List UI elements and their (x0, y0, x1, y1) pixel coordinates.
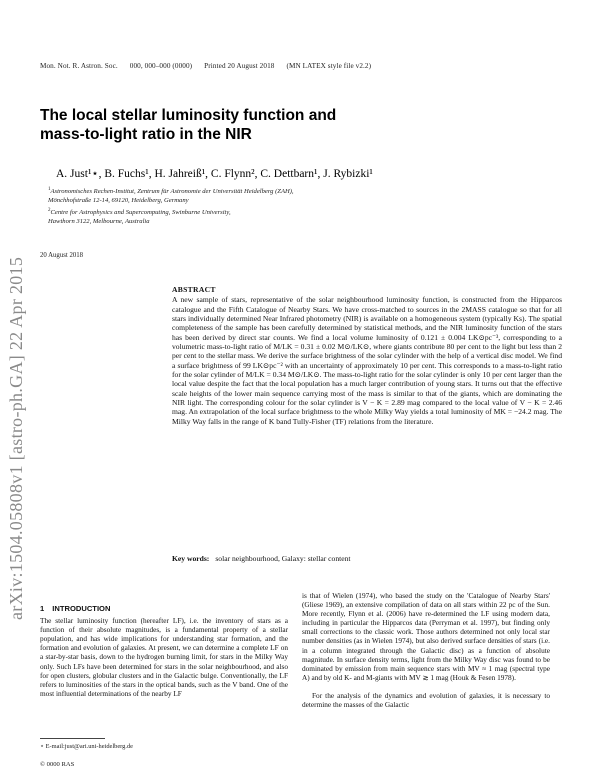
affiliations (48, 185, 294, 227)
affiliation-line: $^1$Astronomisches Rechen-Institut, Zentrum für Astronomie der Universität Heidelberg (ZAH), (48, 187, 294, 196)
section-number: 1 (40, 604, 45, 613)
printed-date: Printed 20 August 2018 (204, 62, 275, 70)
affiliation-line: Mönchhofstraße 12-14, 69120, Heidelberg, Germany (48, 197, 189, 205)
footnote-email: ⋆ E-mail:just@ari.uni-heidelberg.de (40, 743, 133, 750)
journal-name: Mon. Not. R. Astron. Soc. (40, 62, 118, 70)
abstract-heading: ABSTRACT (172, 285, 216, 294)
intro-left-column (40, 604, 288, 698)
intro-paragraph: For the analysis of the dynamics and evolution of galaxies, it is necessary to determine the masses of the Galactic (302, 690, 550, 710)
paper-title: The local stellar luminosity function and mass-to-light ratio in the NIR (40, 107, 337, 143)
section-title: INTRODUCTION (52, 604, 111, 613)
section-heading (40, 604, 288, 613)
keywords-text: solar neighbourhood, Galaxy: stellar content (215, 554, 351, 563)
abstract (172, 285, 562, 426)
author-list: A. Just¹⋆, B. Fuchs¹, H. Jahreiß¹, C. Flynn², C. Dettbarn¹, J. Rybizki¹ (56, 168, 373, 180)
affiliation-line: $^2$Centre for Astrophysics and Supercomputing, Swinburne University, (48, 207, 231, 216)
intro-paragraph: The stellar luminosity function (hereafter LF), i.e. the inventory of stars as a function of their absolute magnitudes, is a fundamental property of a stellar population, and has wide implications for understanding star formation, and the formation and evolution of galaxies. At present, we can determine a complete LF on a star-by-star basis, down to the hydrogen burning limit, for stars in the Milky Way only. Such LFs have been determined for stars in the solar neighbourhood, and also for open clusters, globular clusters and in the Galactic bulge. Conventionally, the LF refers to luminosities of the stars in the optical bands, such as the V band. One of the most influential determinations of the nearby LF (40, 616, 288, 698)
keywords (172, 554, 351, 563)
keywords-label: Key words: (172, 554, 210, 563)
volume-pages: 000, 000–000 (0000) (129, 62, 193, 70)
footnote-divider (40, 738, 105, 739)
style-file: (MN LATEX style file v2.2) (286, 62, 372, 70)
received-date: 20 August 2018 (40, 252, 84, 259)
affiliation-line: Hawthorn 3122, Melbourne, Australia (48, 218, 150, 226)
copyright: © 0000 RAS (40, 761, 75, 768)
intro-right-column (302, 591, 550, 709)
running-head (40, 62, 383, 70)
intro-paragraph: is that of Wielen (1974), who based the study on the 'Catalogue of Nearby Stars' (Gliese 1969), an extensive compilation of data on all stars within 22 pc of the Sun. More recently, Flynn et al. (2006) have re-determined the LF using modern data, including in particular the Hipparcos data (Perryman et al. 1997), but finding only small corrections to the classic work. Those authors determined not only local star number densities (as in Wielen 1974), but also derived surface densities of stars (i.e. in a column integrated through the Galactic disc) as a function of absolute magnitude. In surface density terms, light from the Milky Way disc was found to be dominated by emission from main sequence stars with MV ≈ 1 mag (spectral type A) and by old K- and M-giants with MV ≳ 1 mag (Houk & Fesen 1978). (302, 591, 550, 682)
arxiv-identifier: arXiv:1504.05808v1 [astro-ph.GA] 22 Apr 2015 (6, 256, 26, 620)
abstract-text: A new sample of stars, representative of the solar neighbourhood luminosity function, is constructed from the Hipparcos catalogue and the Fifth Catalogue of Nearby Stars. We have cross-matched to sources in the 2MASS catalogue so that for all stars individually determined Near Infrared photometry (NIR) is available on a homogeneous system (typically Ks). The spatial completeness of the sample has been carefully determined by statistical methods, and the NIR luminosity function of the stars has been derived by direct star counts. We find a local volume luminosity of 0.121 ± 0.004 LK⊙pc⁻³, corresponding to a volumetric mass-to-light ratio of M/LK = 0.31 ± 0.02 M⊙/LK⊙, where giants contribute 80 per cent to the light but less than 2 per cent to the stellar mass. We derive the surface brightness of the solar cylinder with the help of a vertical disc model. We find a surface brightness of 99 LK⊙pc⁻² with an uncertainty of approximately 10 per cent. This corresponds to a mass-to-light ratio for the solar cylinder of M/LK = 0.34 M⊙/LK⊙. The mass-to-light ratio for the solar cylinder is only 10 per cent larger than the local value despite the fact that the local population has a much larger contribution of young stars. It turns out that the effective scale heights of the lower main sequence carrying most of the mass is similar to that of the giants, which are dominating the NIR light. The corresponding colour for the solar cylinder is V − K = 2.89 mag compared to the local value of V − K = 2.46 mag. An extrapolation of the local surface brightness to the whole Milky Way yields a total luminosity of MK = −24.2 mag. The Milky Way falls in the range of K band Tully-Fisher (TF) relations from the literature. (172, 295, 562, 426)
